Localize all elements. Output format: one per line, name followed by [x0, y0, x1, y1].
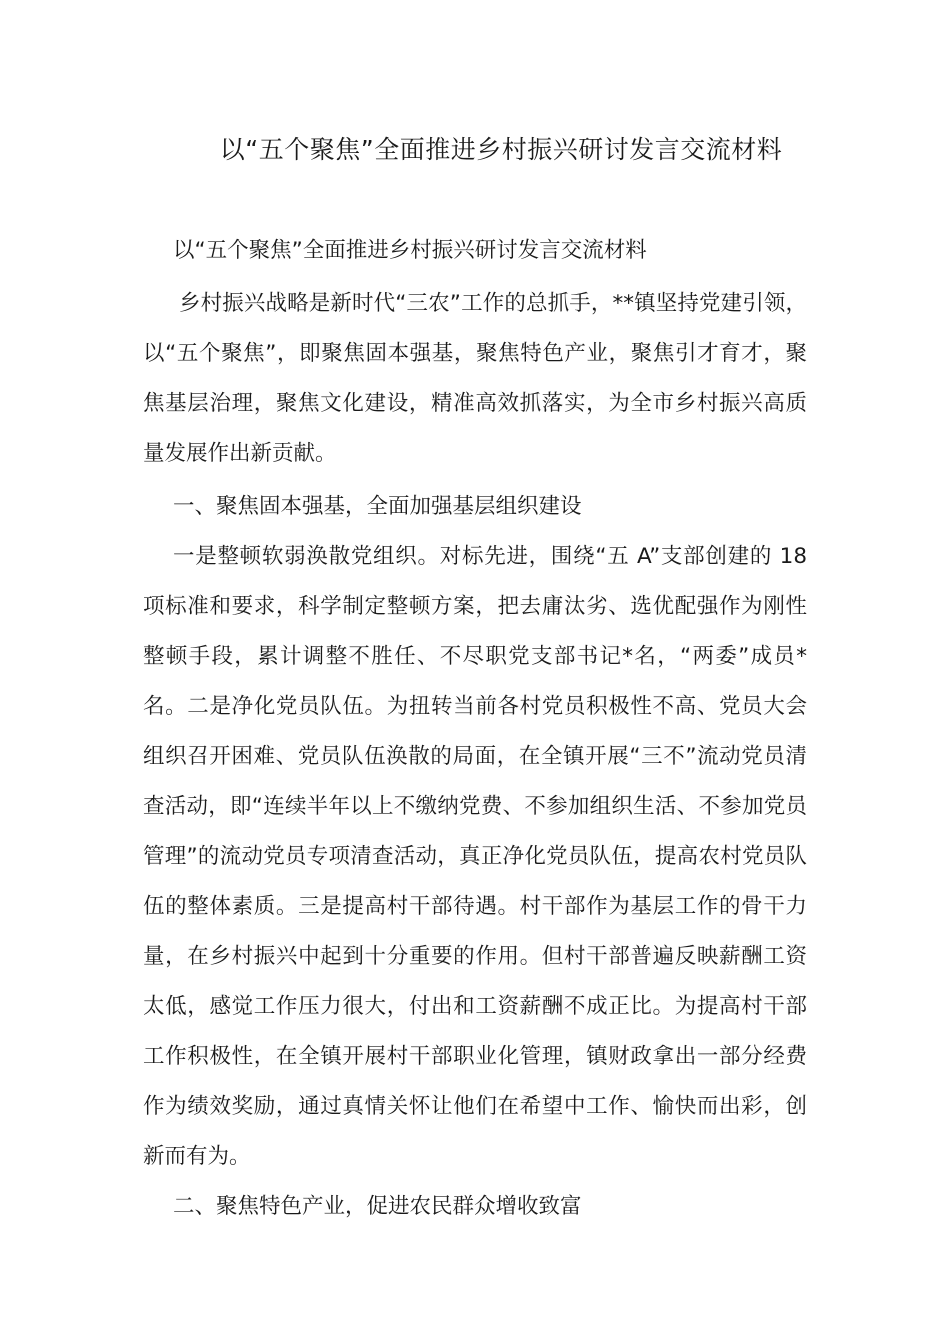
subtitle-paragraph: 以“五个聚焦”全面推进乡村振兴研讨发言交流材料 — [173, 238, 647, 263]
section-heading-1: 一、聚焦固本强基，全面加强基层组织建设 — [173, 494, 582, 519]
section-heading-2: 二、聚焦特色产业，促进农民群众增收致富 — [173, 1194, 582, 1219]
document-body — [143, 226, 807, 1232]
intro-paragraph: 乡村振兴战略是新时代“三农”工作的总抓手，**镇坚持党建引领，以“五个聚焦”，即聚焦固本强基，聚焦特色产业，聚焦引才育才，聚焦基层治理，聚焦文化建设，精准高效抓落实，为全市乡村振兴高质量发展作出新贡献。 — [143, 291, 807, 466]
document-title: 以“五个聚焦”全面推进乡村振兴研讨发言交流材料 — [219, 135, 783, 164]
section-body-1: 一是整顿软弱涣散党组织。对标先进，围绕“五 A”支部创建的 18 项标准和要求，科学制定整顿方案，把去庸汰劣、选优配强作为刚性整顿手段，累计调整不胜任、不尽职党支部书记*名，“两委”成员*名。二是净化党员队伍。为扭转当前各村党员积极性不高、党员大会组织召开困难、党员队伍涣散的局面，在全镇开展“三不”流动党员清查活动，即“连续半年以上不缴纳党费、不参加组织生活、不参加党员管理”的流动党员专项清查活动，真正净化党员队伍，提高农村党员队伍的整体素质。三是提高村干部待遇。村干部作为基层工作的骨干力量，在乡村振兴中起到十分重要的作用。但村干部普遍反映薪酬工资太低，感觉工作压力很大，付出和工资薪酬不成正比。为提高村干部工作积极性，在全镇开展村干部职业化管理，镇财政拿出一部分经费作为绩效奖励，通过真情关怀让他们在希望中工作、愉快而出彩，创新而有为。 — [143, 544, 807, 1169]
